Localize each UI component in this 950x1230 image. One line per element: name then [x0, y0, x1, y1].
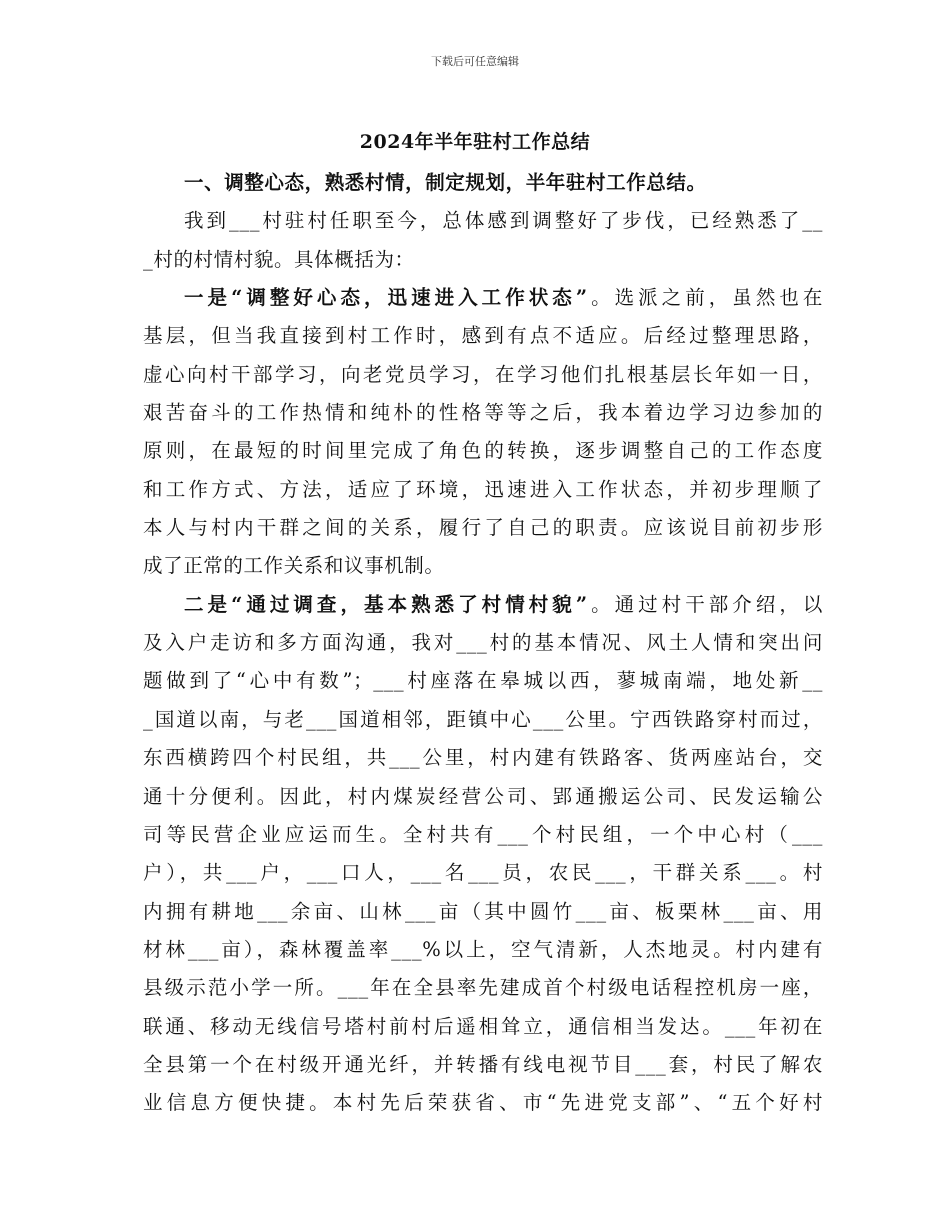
paragraph-line: 及入户走访和多方面沟通，我对___村的基本情况、风土人情和突出问 — [143, 631, 823, 655]
paragraph-line: 我到___村驻村任职至今，总体感到调整好了步伐，已经熟悉了__ — [184, 209, 823, 233]
document-body — [143, 164, 823, 1123]
paragraph-line: 虚心向村干部学习，向老党员学习，在学习他们扎根基层长年如一日， — [143, 362, 823, 386]
paragraph-line: 艰苦奋斗的工作热情和纯朴的性格等等之后，我本着边学习边参加的 — [143, 401, 823, 425]
document-title: 2024年半年驻村工作总结 — [359, 131, 591, 153]
point-title: 二是“通过调查，基本熟悉了村情村貌” — [184, 592, 588, 616]
paragraph-line: 县级示范小学一所。___年在全县率先建成首个村级电话程控机房一座， — [143, 976, 823, 1000]
point-title: 一是“调整好心态，迅速进入工作状态” — [184, 286, 588, 310]
paragraph-text: 。选派之前，虽然也在 — [587, 286, 823, 310]
page-header-note: 下载后可任意编辑 — [431, 55, 519, 68]
paragraph-line: 基层，但当我直接到村工作时，感到有点不适应。后经过整理思路， — [143, 324, 823, 348]
paragraph-line: 原则，在最短的时间里完成了角色的转换，逐步调整自己的工作态度 — [143, 439, 823, 463]
paragraph-line: 题做到了“心中有数”；___村座落在皋城以西，蓼城南端，地处新__ — [143, 669, 823, 693]
paragraph-line: 内拥有耕地___余亩、山林___亩（其中圆竹___亩、板栗林___亩、用 — [143, 899, 823, 923]
paragraph-line: 司等民营企业应运而生。全村共有___个村民组，一个中心村（___ — [143, 822, 823, 846]
paragraph-line: 全县第一个在村级开通光纤，并转播有线电视节目___套，村民了解农 — [143, 1052, 823, 1076]
paragraph-line: _国道以南，与老___国道相邻，距镇中心___公里。宁西铁路穿村而过， — [143, 707, 823, 731]
paragraph-line: 和工作方式、方法，适应了环境，迅速进入工作状态，并初步理顺了 — [143, 477, 823, 501]
paragraph-line: 成了正常的工作关系和议事机制。 — [143, 554, 445, 578]
section-heading: 一、调整心态，熟悉村情，制定规划，半年驻村工作总结。 — [184, 171, 707, 194]
paragraph-line — [143, 586, 823, 624]
paragraph-line: 东西横跨四个村民组，共___公里，村内建有铁路客、货两座站台，交 — [143, 746, 823, 770]
paragraph-line: 本人与村内干群之间的关系，履行了自己的职责。应该说目前初步形 — [143, 516, 823, 540]
paragraph-line: _村的村情村貌。具体概括为： — [143, 247, 415, 271]
paragraph-text: 。通过村干部介绍，以 — [587, 592, 823, 616]
paragraph-line: 户），共___户，___口人，___名___员，农民___，干群关系___。村 — [143, 861, 823, 885]
paragraph-line: 通十分便利。因此，村内煤炭经营公司、郢通搬运公司、民发运输公 — [143, 784, 823, 808]
paragraph-line: 业信息方便快捷。本村先后荣获省、市“先进党支部”、“五个好村 — [143, 1091, 823, 1115]
paragraph-line: 材林___亩），森林覆盖率___%以上，空气清新，人杰地灵。村内建有 — [143, 937, 823, 961]
paragraph-line — [143, 279, 823, 317]
paragraph-line: 联通、移动无线信号塔村前村后遥相耸立，通信相当发达。___年初在 — [143, 1014, 823, 1038]
